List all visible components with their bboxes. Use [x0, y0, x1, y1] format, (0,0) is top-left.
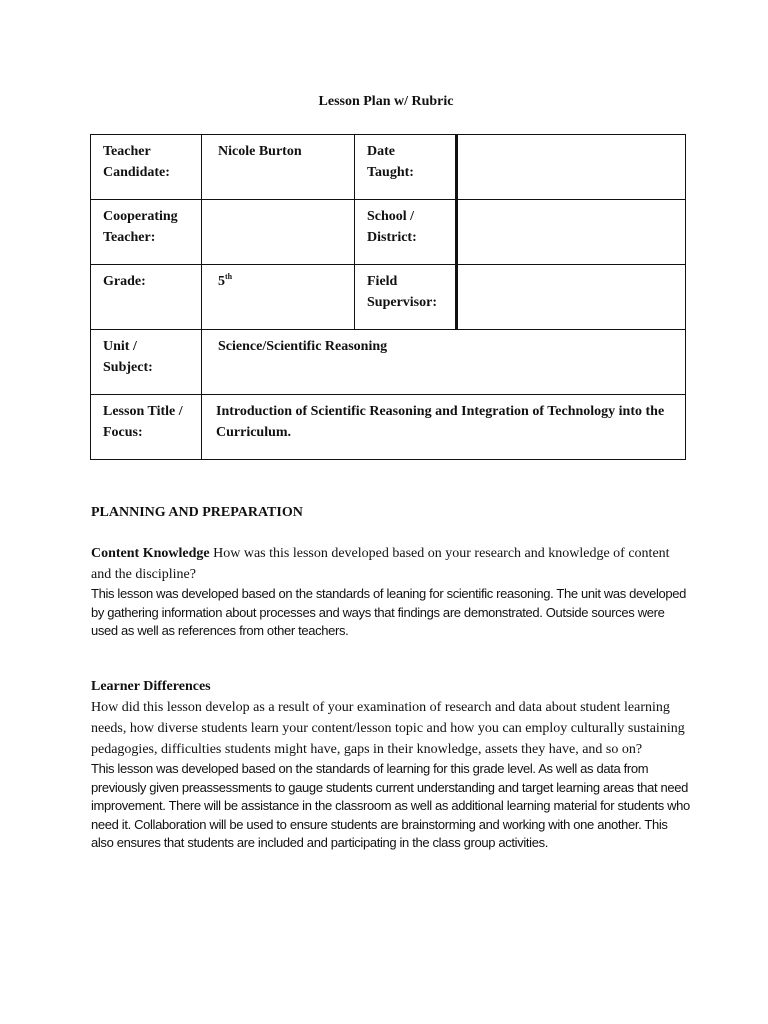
school-district-value: [457, 200, 686, 265]
content-knowledge-label: Content Knowledge: [91, 546, 210, 561]
grade-value: 5: [218, 274, 225, 289]
field-supervisor-value: [457, 265, 686, 330]
table-row: [91, 330, 686, 395]
learner-differences-label: Learner Differences: [91, 679, 211, 694]
table-row: [91, 200, 686, 265]
teacher-candidate-value: Nicole Burton: [202, 135, 355, 200]
content-knowledge-question-block: [91, 543, 691, 585]
lesson-info-table: [90, 134, 686, 460]
content-knowledge-answer: This lesson was developed based on the standards of leaning for scientific reasoning. The unit was developed by gathering information about processes and ways that findings are demonstrated. Outside sources were used as well as references from other teachers.: [91, 586, 687, 638]
learner-differences-section: [91, 676, 691, 853]
document-title: Lesson Plan w/ Rubric: [318, 94, 454, 109]
content-knowledge-section: [91, 543, 691, 641]
cooperating-teacher-label: Cooperating Teacher:: [91, 200, 202, 265]
learner-differences-question: How did this lesson develop as a result of your examination of research and data about student learning needs, how diverse students learn your content/lesson topic and how you can employ culturally sustaining pedagogies, difficulties students might have, gaps in their knowledge, assets they have, and so on?: [91, 700, 685, 757]
unit-subject-value: Science/Scientific Reasoning: [202, 330, 686, 395]
lesson-title-label: Lesson Title / Focus:: [91, 395, 202, 460]
table-row: [91, 395, 686, 460]
learner-differences-answer: This lesson was developed based on the standards of learning for this grade level. As well as data from previously given preassessments to gauge students current understanding and target learning areas that need improvement. There will be assistance in the classroom as well as additional learning material for students who need it. Collaboration will be used to ensure students are brainstorming and working with one another. This also ensures that students are included and participating in the class group activities.: [91, 761, 690, 850]
content-knowledge-question: How was this lesson developed based on your research and knowledge of content and the discipline?: [91, 546, 670, 582]
cooperating-teacher-value: [202, 200, 355, 265]
date-taught-value: [457, 135, 686, 200]
grade-cell: [202, 265, 355, 330]
school-district-label: School / District:: [355, 200, 457, 265]
date-taught-label: Date Taught:: [355, 135, 457, 200]
planning-heading: PLANNING AND PREPARATION: [91, 505, 303, 520]
teacher-candidate-label: Teacher Candidate:: [91, 135, 202, 200]
lesson-title-value: Introduction of Scientific Reasoning and Integration of Technology into the Curriculum.: [202, 395, 686, 460]
grade-label: Grade:: [91, 265, 202, 330]
table-row: [91, 265, 686, 330]
grade-suffix: th: [225, 272, 233, 281]
unit-subject-label: Unit / Subject:: [91, 330, 202, 395]
field-supervisor-label: Field Supervisor:: [355, 265, 457, 330]
table-row: [91, 135, 686, 200]
